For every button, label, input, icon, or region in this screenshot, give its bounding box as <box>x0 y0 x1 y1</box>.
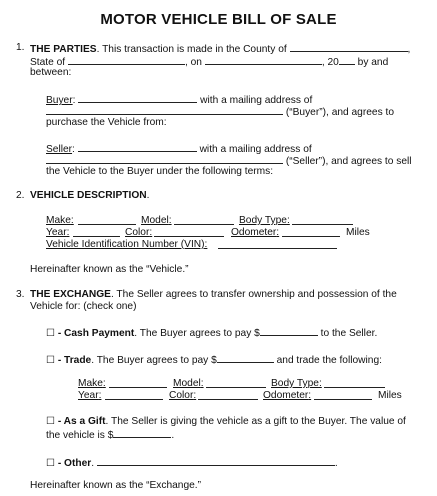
text: Vehicle for: (check one) <box>30 301 137 312</box>
text: the vehicle is $ <box>46 430 114 441</box>
option-label: - Other <box>57 458 92 469</box>
text: . <box>334 458 338 469</box>
trade-odometer-field[interactable] <box>314 390 372 400</box>
text: the Vehicle to the Buyer under the following terms: <box>46 166 274 177</box>
other-checkbox[interactable]: ☐ <box>46 458 55 469</box>
text: , on <box>184 57 202 68</box>
seller-name-field[interactable] <box>78 142 197 152</box>
trade-body-type-field[interactable] <box>324 378 385 388</box>
text: . <box>146 190 150 201</box>
text: . This transaction is made in the County of <box>96 44 287 55</box>
option-label: - As a Gift <box>57 416 106 427</box>
color-field[interactable] <box>154 227 224 237</box>
text: . The Seller is giving the vehicle as a gift to the Buyer. The value of <box>105 416 406 427</box>
trade-make-field[interactable] <box>109 378 167 388</box>
color-label: Color: <box>125 227 153 238</box>
trade-miles-label: Miles <box>378 390 402 401</box>
cash-checkbox[interactable]: ☐ <box>46 328 55 339</box>
vehicle-heading-line <box>30 190 149 202</box>
miles-label: Miles <box>346 227 370 238</box>
section-heading: THE PARTIES <box>30 44 97 55</box>
seller-address-field[interactable] <box>46 154 283 164</box>
text: . <box>91 458 95 469</box>
odometer-label: Odometer: <box>231 227 280 238</box>
text: , 20 <box>321 57 339 68</box>
trade-body-type-label: Body Type: <box>271 378 322 389</box>
trade-amount-field[interactable] <box>217 353 274 363</box>
text: Hereinafter known as the “Exchange.” <box>30 480 202 491</box>
text: . <box>171 430 175 441</box>
trade-year-field[interactable] <box>105 390 163 400</box>
gift-value-field[interactable] <box>113 428 171 438</box>
text: by and <box>357 57 389 68</box>
vin-label: Vehicle Identification Number (VIN): <box>46 239 208 250</box>
parties-line-2 <box>30 55 388 69</box>
other-field[interactable] <box>97 456 335 466</box>
text: (“Buyer”), and agrees to <box>285 107 394 118</box>
text: with a mailing address of <box>200 95 313 106</box>
year-label: Year: <box>46 227 70 238</box>
exchange-line-1 <box>30 289 397 301</box>
option-label: - Cash Payment <box>57 328 135 339</box>
text: with a mailing address of <box>199 144 312 155</box>
text: and trade the following: <box>276 355 382 366</box>
make-label: Make: <box>46 215 74 226</box>
buyer-name-field[interactable] <box>78 93 197 103</box>
section-number: 1. <box>16 42 25 53</box>
county-field[interactable] <box>290 42 408 52</box>
year-field[interactable] <box>339 55 355 65</box>
trade-odometer-label: Odometer: <box>263 390 312 401</box>
model-field[interactable] <box>174 215 234 225</box>
text: purchase the Vehicle from: <box>46 117 167 128</box>
gift-checkbox[interactable]: ☐ <box>46 416 55 427</box>
other-option <box>46 456 338 470</box>
text: , <box>407 44 411 55</box>
body-type-field[interactable] <box>292 215 353 225</box>
year-field[interactable] <box>73 227 120 237</box>
text: Hereinafter known as the “Vehicle.” <box>30 264 189 275</box>
date-field[interactable] <box>205 55 322 65</box>
seller-label: Seller <box>46 144 73 155</box>
model-label: Model: <box>141 215 172 226</box>
option-label: - Trade <box>57 355 92 366</box>
trade-year-label: Year: <box>78 390 102 401</box>
buyer-label: Buyer <box>46 95 73 106</box>
section-heading: VEHICLE DESCRIPTION <box>30 190 147 201</box>
section-number: 3. <box>16 289 25 300</box>
cash-amount-field[interactable] <box>260 326 318 336</box>
text: . The Buyer agrees to pay $ <box>134 328 260 339</box>
text: between: <box>30 67 72 78</box>
body-type-label: Body Type: <box>239 215 290 226</box>
odometer-field[interactable] <box>282 227 340 237</box>
state-field[interactable] <box>68 55 185 65</box>
text: (“Seller”), and agrees to sell <box>285 156 412 167</box>
text: . The Seller agrees to transfer ownership and possession of the <box>110 289 397 300</box>
buyer-address-field[interactable] <box>46 105 283 115</box>
trade-make-label: Make: <box>78 378 106 389</box>
trade-model-label: Model: <box>173 378 204 389</box>
page-title: MOTOR VEHICLE BILL OF SALE <box>100 11 337 28</box>
make-field[interactable] <box>78 215 136 225</box>
parties-line-1 <box>30 42 410 56</box>
cash-option <box>46 326 377 340</box>
text: : <box>72 95 76 106</box>
text: State of <box>30 57 66 68</box>
section-heading: THE EXCHANGE <box>30 289 111 300</box>
trade-checkbox[interactable]: ☐ <box>46 355 55 366</box>
vin-field[interactable] <box>218 239 337 249</box>
gift-option <box>46 416 406 428</box>
trade-color-label: Color: <box>169 390 197 401</box>
section-number: 2. <box>16 190 25 201</box>
text: . The Buyer agrees to pay $ <box>91 355 217 366</box>
trade-option <box>46 353 382 367</box>
trade-color-field[interactable] <box>198 390 258 400</box>
gift-value-line <box>46 428 174 442</box>
text: : <box>72 144 75 155</box>
text: to the Seller. <box>320 328 378 339</box>
trade-model-field[interactable] <box>206 378 266 388</box>
